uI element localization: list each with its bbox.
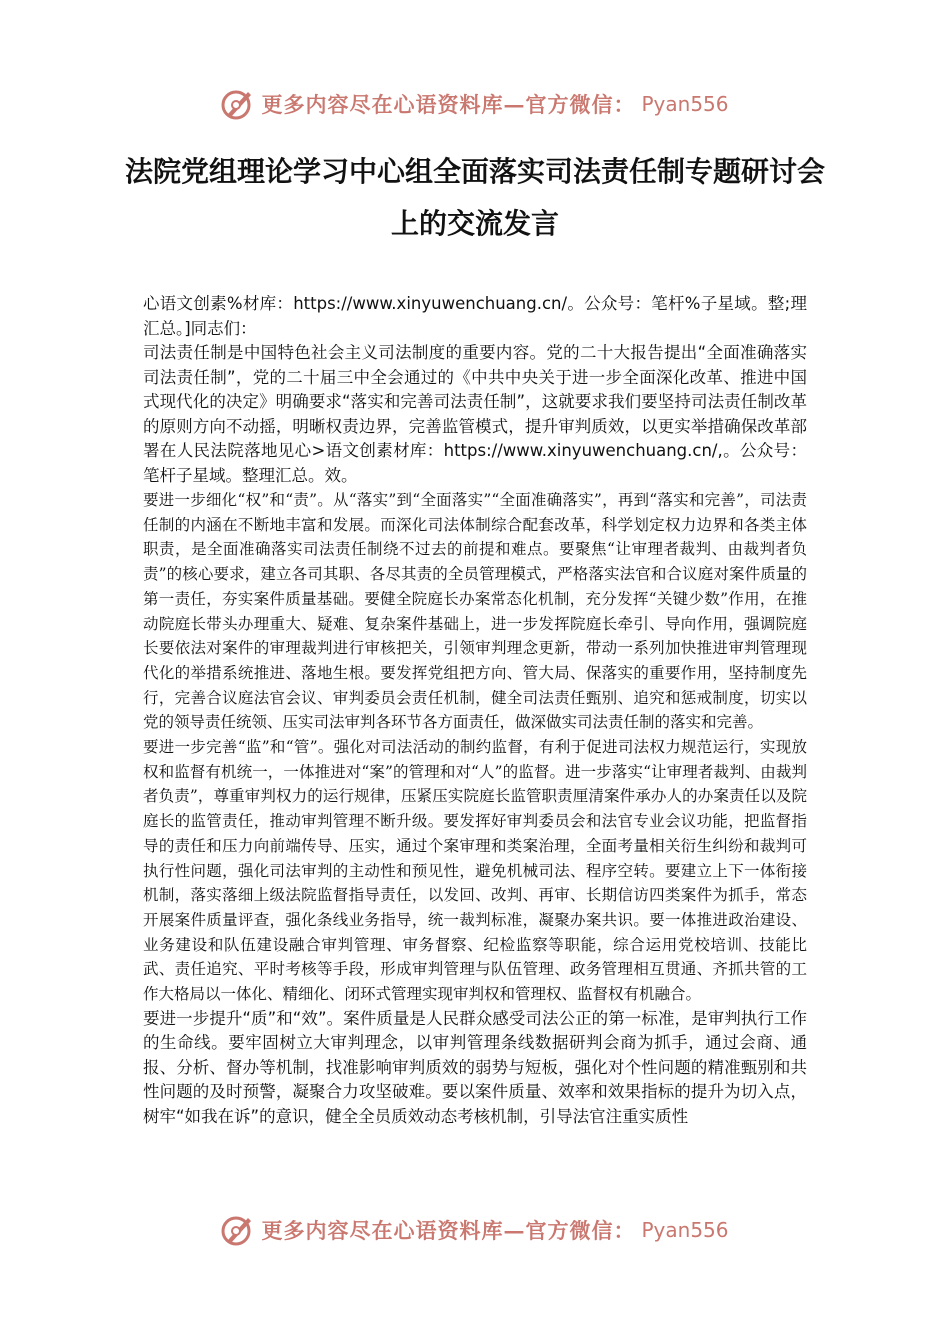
pen-circle-logo-icon: [221, 87, 255, 121]
document-body: [143, 292, 807, 1129]
paragraph-quality-efficiency: 要进一步提升“质”和“效”。案件质量是人民群众感受司法公正的第一标准，是审判执行工作的生命线。要牢固树立大审判理念，以审判管理条线数据研判会商为抓手，通过会商、通报、分析、督办等机制，找准影响审判质效的弱势与短板，强化对个性问题的精准甄别和共性问题的及时预警，凝聚合力攻坚破难。要以案件质量、效率和效果指标的提升为切入点，树牢“如我在诉”的意识，健全全员质效动态考核机制，引导法官注重实质性: [143, 1008, 807, 1126]
banner-text: 更多内容尽在心语资料库—官方微信：: [261, 92, 636, 117]
footer-watermark-banner: [0, 1210, 950, 1250]
page-title: 法院党组理论学习中心组全面落实司法责任制专题研讨会上的交流发言: [124, 155, 825, 240]
banner-wechat-id: Pyan556: [641, 1218, 729, 1242]
header-watermark-banner: [0, 84, 950, 124]
source-note: 心语文创素%材库：https://www.xinyuwenchuang.cn/。公众号：笔杆%子星域。整;理汇总。]同志们：: [143, 294, 807, 338]
paragraph-intro: 司法责任制是中国特色社会主义司法制度的重要内容。党的二十大报告提出“全面准确落实司法责任制”，党的二十届三中全会通过的《中共中央关于进一步全面深化改革、推进中国式现代化的决定》明确要求“落实和完善司法责任制”，这就要求我们要坚持司法责任制改革的原则方向不动摇，明晰权责边界，完善监管模式，提升审判质效，以更实举措确保改革部署在人民法院落地见心>语文创素材库：https://www.xinyuwenchuang.cn/,。公众号：笔杆子星域。整理汇总。效。: [143, 343, 807, 485]
paragraph-rights-responsibilities: 要进一步细化“权”和“责”。从“落实”到“全面落实”“全面准确落实”，再到“落实和完善”，司法责任制的内涵在不断地丰富和发展。而深化司法体制综合配套改革，科学划定权力边界和各类主体职责，是全面准确落实司法责任制绕不过去的前提和难点。要聚焦“让审理者裁判、由裁判者负责”的核心要求，建立各司其职、各尽其责的全员管理模式，严格落实法官和合议庭对案件质量的第一责任，夯实案件质量基础。要健全院庭长办案常态化机制，充分发挥“关键少数”作用，在推动院庭长带头办理重大、疑难、复杂案件基础上，进一步发挥院庭长牵引、导向作用，强调院庭长要依法对案件的审理裁判进行审核把关，引领审判理念更新，带动一系列加快推进审判管理现代化的举措系统推进、落地生根。要发挥党组把方向、管大局、保落实的重要作用，坚持制度先行，完善合议庭法官会议、审判委员会责任机制，健全司法责任甄别、追究和惩戒制度，切实以党的领导责任统领、压实司法审判各环节各方面责任，做深做实司法责任制的落实和完善。: [143, 491, 807, 732]
banner-text: 更多内容尽在心语资料库—官方微信：: [261, 1218, 636, 1243]
banner-wechat-id: Pyan556: [641, 92, 729, 116]
pen-circle-logo-icon: [221, 1213, 255, 1247]
paragraph-supervision-management: 要进一步完善“监”和“管”。强化对司法活动的制约监督，有利于促进司法权力规范运行，实现放权和监督有机统一，一体推进对“案”的管理和对“人”的监督。进一步落实“让审理者裁判、由裁判者负责”，尊重审判权力的运行规律，压紧压实院庭长监管职责厘清案件承办人的办案责任以及院庭长的监管责任，推动审判管理不断升级。要发挥好审判委员会和法官专业会议功能，把监督指导的责任和压力向前端传导、压实，通过个案审理和类案治理，全面考量相关衍生纠纷和裁判可执行性问题，强化司法审判的主动性和预见性，避免机械司法、程序空转。要建立上下一体衔接机制，落实落细上级法院监督指导责任，以发回、改判、再审、长期信访四类案件为抓手，常态开展案件质量评查，强化条线业务指导，统一裁判标准，凝聚办案共识。要一体推进政治建设、业务建设和队伍建设融合审判管理、审务督察、纪检监察等职能，综合运用党校培训、技能比武、责任追究、平时考核等手段，形成审判管理与队伍管理、政务管理相互贯通、齐抓共管的工作大格局以一体化、精细化、闭环式管理实现审判权和管理权、监督权有机融合。: [143, 738, 807, 1004]
